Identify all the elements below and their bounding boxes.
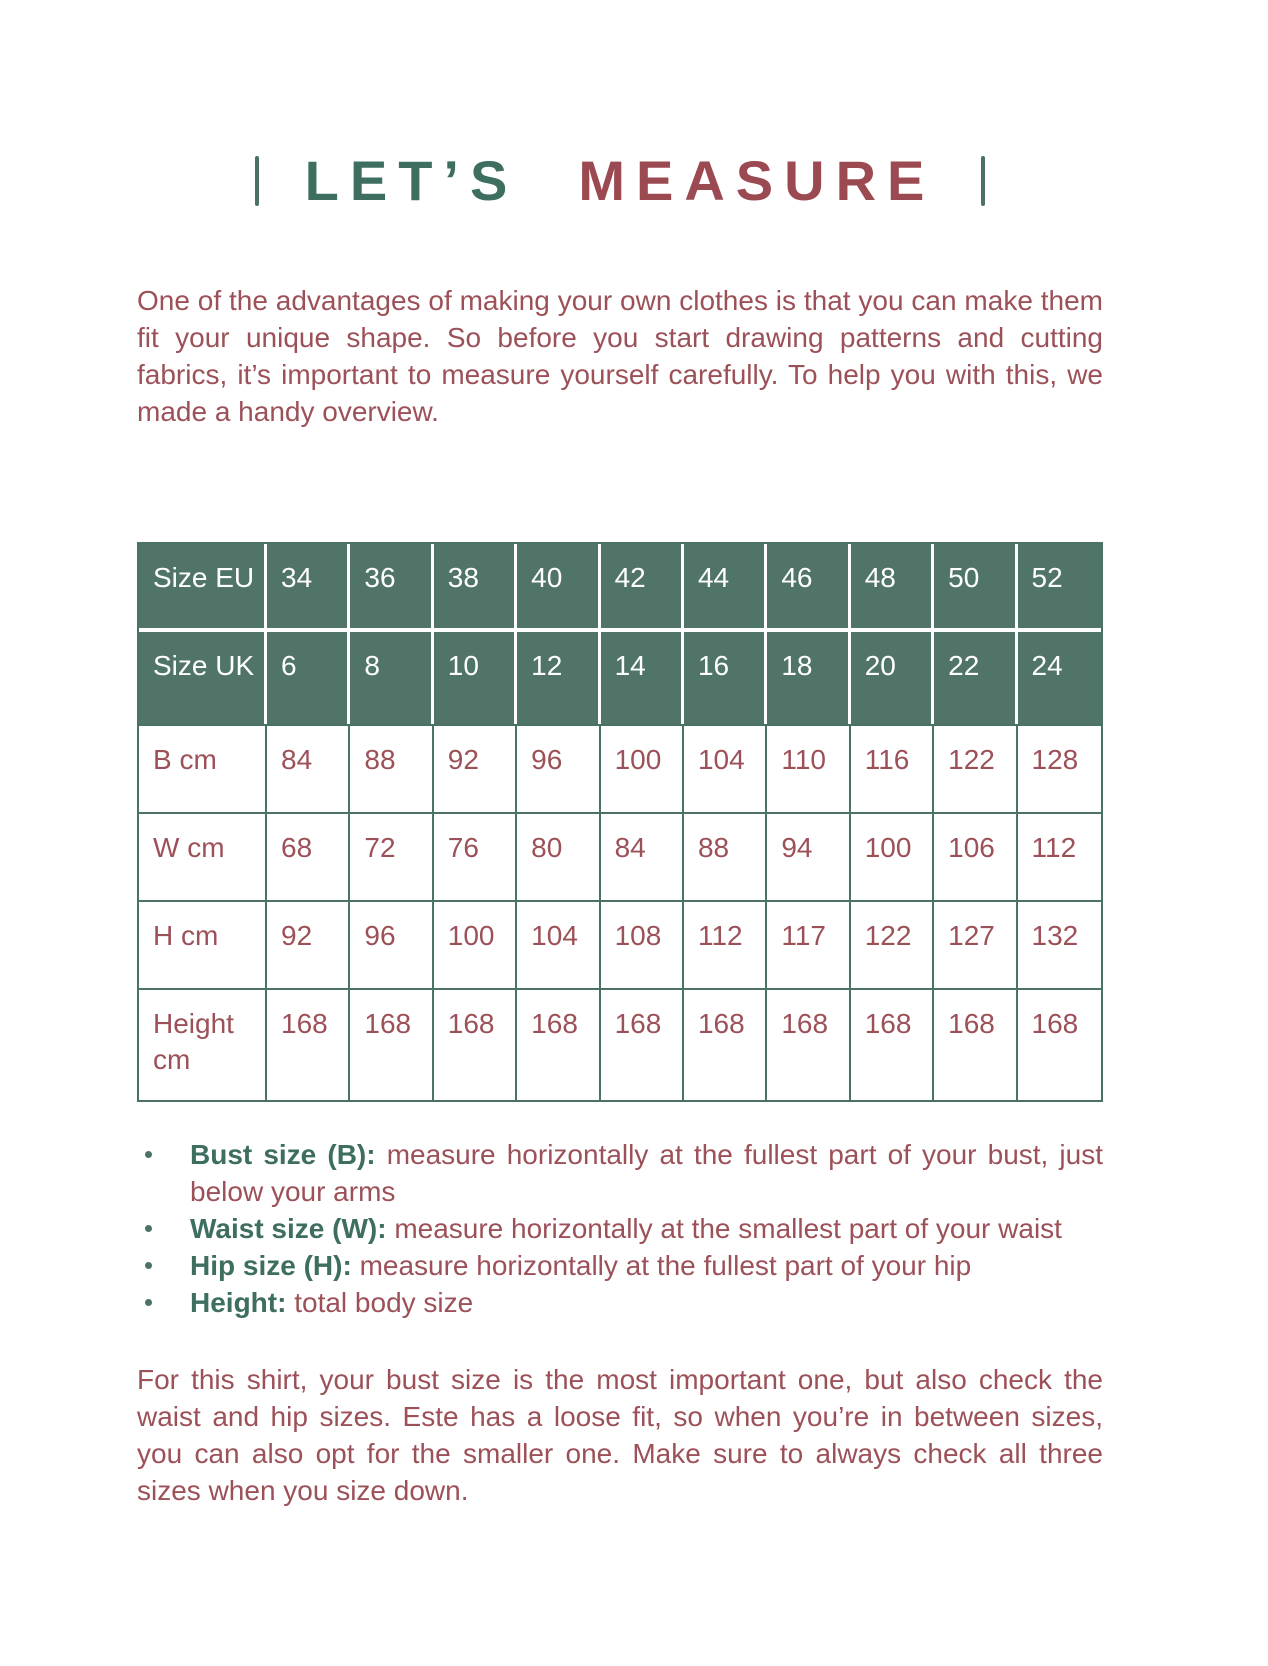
size-value-cell: 168 <box>684 988 767 1100</box>
title-part-lets: LET’S <box>304 149 519 212</box>
size-value-cell: 44 <box>684 544 767 632</box>
size-value-cell: 128 <box>1018 724 1101 812</box>
size-value-cell: 88 <box>684 812 767 900</box>
size-value-cell: 24 <box>1018 632 1101 724</box>
bullet-item <box>137 1210 1103 1247</box>
bullet-dot-icon <box>145 1262 152 1269</box>
row-label-cell: Size UK <box>139 632 267 724</box>
size-value-cell: 168 <box>934 988 1017 1100</box>
size-value-cell: 14 <box>601 632 684 724</box>
bullet-label: Bust size (B): <box>190 1139 376 1170</box>
intro-paragraph: One of the advantages of making your own clothes is that you can make them fit your unique shape. So before you start drawing patterns and cutting fabrics, it’s important to measure yourself carefully. To help you with this, we made a handy overview. <box>137 285 1103 427</box>
title-part-measure: MEASURE <box>578 149 936 212</box>
size-value-cell: 100 <box>851 812 934 900</box>
size-value-cell: 84 <box>267 724 350 812</box>
row-label-cell: Height cm <box>139 988 267 1100</box>
size-value-cell: 168 <box>851 988 934 1100</box>
size-value-cell: 104 <box>517 900 600 988</box>
bullet-text: measure horizontally at the smallest part of your waist <box>394 1213 1062 1244</box>
row-label-cell: Size EU <box>139 544 267 632</box>
size-table-header-row <box>139 544 1101 632</box>
size-table-row <box>139 812 1101 900</box>
bullet-dot-icon <box>145 1225 152 1232</box>
bullet-dot-icon <box>145 1299 152 1306</box>
size-value-cell: 168 <box>1018 988 1101 1100</box>
size-value-cell: 168 <box>517 988 600 1100</box>
bullet-label: Hip size (H): <box>190 1250 352 1281</box>
size-value-cell: 40 <box>517 544 600 632</box>
size-value-cell: 122 <box>934 724 1017 812</box>
bullet-item <box>137 1247 1103 1284</box>
size-value-cell: 38 <box>434 544 517 632</box>
size-value-cell: 8 <box>350 632 433 724</box>
size-value-cell: 42 <box>601 544 684 632</box>
size-value-cell: 50 <box>934 544 1017 632</box>
bullet-text: measure horizontally at the fullest part of your hip <box>359 1250 972 1281</box>
size-value-cell: 34 <box>267 544 350 632</box>
size-value-cell: 46 <box>767 544 850 632</box>
size-value-cell: 116 <box>851 724 934 812</box>
size-value-cell: 168 <box>350 988 433 1100</box>
size-value-cell: 104 <box>684 724 767 812</box>
size-value-cell: 96 <box>517 724 600 812</box>
size-value-cell: 80 <box>517 812 600 900</box>
size-value-cell: 68 <box>267 812 350 900</box>
bullet-dot-icon <box>145 1151 152 1158</box>
size-value-cell: 72 <box>350 812 433 900</box>
size-table-row <box>139 988 1101 1100</box>
size-value-cell: 22 <box>934 632 1017 724</box>
size-value-cell: 92 <box>267 900 350 988</box>
row-label-cell: B cm <box>139 724 267 812</box>
size-value-cell: 132 <box>1018 900 1101 988</box>
bullet-label: Height: <box>190 1287 287 1318</box>
bullet-item <box>137 1284 1103 1321</box>
size-value-cell: 112 <box>1018 812 1101 900</box>
size-value-cell: 88 <box>350 724 433 812</box>
bullet-item <box>137 1136 1103 1210</box>
size-value-cell: 12 <box>517 632 600 724</box>
size-value-cell: 168 <box>601 988 684 1100</box>
bullet-text: total body size <box>294 1287 474 1318</box>
outro-paragraph: For this shirt, your bust size is the most important one, but also check the waist and hip sizes. Este has a loose fit, so when you’re in between sizes, you can also opt for the smaller one. Make sure to always check all three sizes when you size down. <box>137 1364 1103 1506</box>
size-value-cell: 36 <box>350 544 433 632</box>
size-value-cell: 94 <box>767 812 850 900</box>
title-bar-right <box>981 156 985 206</box>
size-value-cell: 100 <box>434 900 517 988</box>
size-table-header <box>139 544 1101 724</box>
size-value-cell: 117 <box>767 900 850 988</box>
bullet-label: Waist size (W): <box>190 1213 387 1244</box>
size-value-cell: 48 <box>851 544 934 632</box>
size-table-header-row <box>139 632 1101 724</box>
size-value-cell: 16 <box>684 632 767 724</box>
size-table-row <box>139 724 1101 812</box>
size-value-cell: 127 <box>934 900 1017 988</box>
title-bar-left <box>255 156 259 206</box>
size-value-cell: 96 <box>350 900 433 988</box>
size-value-cell: 122 <box>851 900 934 988</box>
size-value-cell: 168 <box>434 988 517 1100</box>
measurement-bullets <box>137 1136 1103 1321</box>
size-value-cell: 6 <box>267 632 350 724</box>
size-value-cell: 92 <box>434 724 517 812</box>
size-table-row <box>139 900 1101 988</box>
size-table-body <box>139 724 1101 1100</box>
size-value-cell: 76 <box>434 812 517 900</box>
size-value-cell: 52 <box>1018 544 1101 632</box>
size-value-cell: 18 <box>767 632 850 724</box>
size-value-cell: 100 <box>601 724 684 812</box>
size-value-cell: 110 <box>767 724 850 812</box>
size-value-cell: 106 <box>934 812 1017 900</box>
size-value-cell: 112 <box>684 900 767 988</box>
size-value-cell: 108 <box>601 900 684 988</box>
size-value-cell: 168 <box>267 988 350 1100</box>
bullet-text: measure horizontally at the fullest part of your bust, just below your arms <box>190 1139 1104 1207</box>
row-label-cell: W cm <box>139 812 267 900</box>
size-value-cell: 84 <box>601 812 684 900</box>
size-value-cell: 20 <box>851 632 934 724</box>
size-value-cell: 10 <box>434 632 517 724</box>
page-title <box>137 148 1103 214</box>
row-label-cell: H cm <box>139 900 267 988</box>
size-value-cell: 168 <box>767 988 850 1100</box>
size-table <box>137 542 1103 1102</box>
